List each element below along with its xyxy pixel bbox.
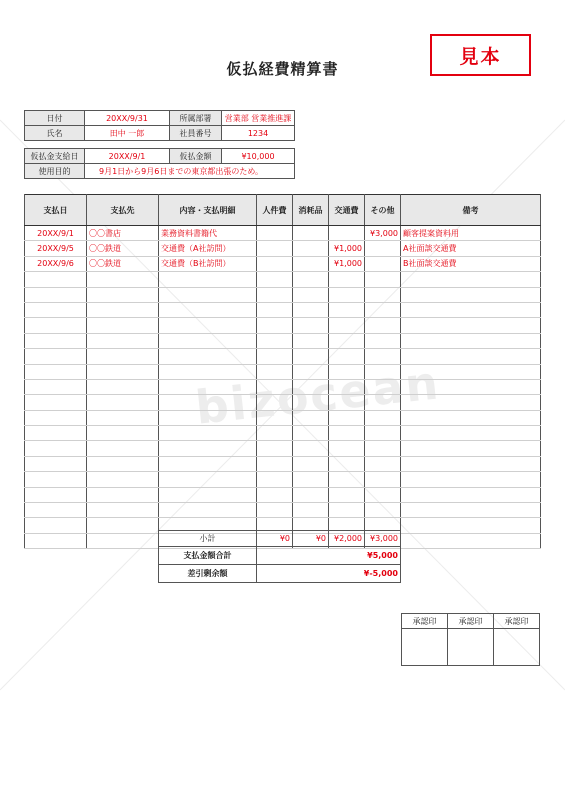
transport-cell[interactable]: [329, 333, 365, 348]
remarks-cell[interactable]: [401, 410, 541, 425]
remarks-cell[interactable]: [401, 364, 541, 379]
transport-cell[interactable]: [329, 302, 365, 317]
balance-value: ¥-5,000: [257, 564, 401, 582]
subtotal-label: 小計: [159, 531, 257, 547]
transport-cell[interactable]: [329, 364, 365, 379]
supplies-cell[interactable]: [293, 395, 329, 410]
name-label: 氏名: [25, 126, 85, 141]
supplies-cell[interactable]: [293, 379, 329, 394]
payee-cell[interactable]: [87, 441, 159, 456]
personnel-cell[interactable]: [257, 487, 293, 502]
remarks-cell[interactable]: [401, 395, 541, 410]
transport-cell[interactable]: [329, 272, 365, 287]
remarks-cell[interactable]: B社面談交通費: [401, 256, 541, 271]
remarks-cell[interactable]: [401, 333, 541, 348]
other-cell[interactable]: [365, 503, 401, 518]
remarks-cell[interactable]: [401, 318, 541, 333]
payment-date-cell[interactable]: [25, 503, 87, 518]
header-details: 内容・支払明細: [159, 195, 257, 226]
personnel-cell[interactable]: [257, 256, 293, 271]
header-other: その他: [365, 195, 401, 226]
table-row: [25, 333, 541, 348]
watermark: bizocean: [192, 355, 443, 435]
personnel-cell[interactable]: [257, 395, 293, 410]
supplies-cell[interactable]: [293, 364, 329, 379]
document-title: 仮払経費精算書: [226, 60, 339, 78]
table-row: [25, 364, 541, 379]
remarks-cell[interactable]: A社面談交通費: [401, 241, 541, 256]
table-row: [25, 426, 541, 441]
advance-amount-field[interactable]: ¥10,000: [222, 149, 295, 164]
table-row: [25, 287, 541, 302]
supplies-cell[interactable]: [293, 472, 329, 487]
advance-date-field[interactable]: 20XX/9/1: [85, 149, 170, 164]
approval-stamp-box-1[interactable]: [402, 629, 448, 666]
payment-date-cell[interactable]: [25, 379, 87, 394]
table-row: [25, 503, 541, 518]
details-cell[interactable]: [159, 503, 257, 518]
table-row: [25, 395, 541, 410]
other-cell[interactable]: [365, 410, 401, 425]
sample-stamp: 見本: [430, 34, 531, 76]
payee-cell[interactable]: [87, 410, 159, 425]
personnel-cell[interactable]: [257, 364, 293, 379]
transport-cell[interactable]: [329, 503, 365, 518]
supplies-cell[interactable]: [293, 441, 329, 456]
other-cell[interactable]: [365, 256, 401, 271]
payment-date-cell[interactable]: [25, 456, 87, 471]
department-field[interactable]: 営業部 営業推進課: [222, 111, 295, 126]
supplies-cell[interactable]: [293, 410, 329, 425]
payment-date-cell[interactable]: [25, 472, 87, 487]
payment-date-cell[interactable]: [25, 318, 87, 333]
date-label: 日付: [25, 111, 85, 126]
payee-cell[interactable]: [87, 487, 159, 502]
supplies-cell[interactable]: [293, 333, 329, 348]
transport-cell[interactable]: [329, 441, 365, 456]
personnel-cell[interactable]: [257, 379, 293, 394]
table-row: [25, 472, 541, 487]
expense-ledger-table: [24, 194, 541, 549]
other-cell[interactable]: [365, 395, 401, 410]
other-cell[interactable]: ¥3,000: [365, 226, 401, 241]
department-label: 所属部署: [170, 111, 222, 126]
approval-label-1: 承認印: [402, 614, 448, 629]
balance-label: 差引剰余額: [159, 564, 257, 582]
payment-date-cell[interactable]: [25, 410, 87, 425]
other-cell[interactable]: [365, 302, 401, 317]
personnel-cell[interactable]: [257, 318, 293, 333]
payee-cell[interactable]: [87, 379, 159, 394]
date-field[interactable]: 20XX/9/31: [85, 111, 170, 126]
table-row: [25, 272, 541, 287]
remarks-cell[interactable]: 顧客提案資料用: [401, 226, 541, 241]
table-row: [25, 379, 541, 394]
payee-cell[interactable]: [87, 503, 159, 518]
personnel-cell[interactable]: [257, 226, 293, 241]
details-cell[interactable]: [159, 364, 257, 379]
table-row: [25, 241, 541, 256]
payment-date-cell[interactable]: [25, 364, 87, 379]
payee-cell[interactable]: 〇〇鉄道: [87, 256, 159, 271]
personnel-cell[interactable]: [257, 456, 293, 471]
personnel-cell[interactable]: [257, 333, 293, 348]
payment-date-cell[interactable]: [25, 302, 87, 317]
transport-cell[interactable]: [329, 487, 365, 502]
payee-cell[interactable]: [87, 318, 159, 333]
details-cell[interactable]: [159, 272, 257, 287]
remarks-cell[interactable]: [401, 379, 541, 394]
supplies-cell[interactable]: [293, 349, 329, 364]
transport-cell[interactable]: [329, 379, 365, 394]
supplies-cell[interactable]: [293, 487, 329, 502]
remarks-cell[interactable]: [401, 518, 541, 533]
payee-cell[interactable]: [87, 456, 159, 471]
header-payee: 支払先: [87, 195, 159, 226]
payee-cell[interactable]: [87, 272, 159, 287]
subtotal-supplies: ¥0: [293, 531, 329, 547]
other-cell[interactable]: [365, 318, 401, 333]
details-cell[interactable]: 業務資料書籍代: [159, 226, 257, 241]
payment-date-cell[interactable]: [25, 349, 87, 364]
employee-number-label: 社員番号: [170, 126, 222, 141]
table-row: [25, 487, 541, 502]
payee-cell[interactable]: [87, 333, 159, 348]
details-cell[interactable]: [159, 349, 257, 364]
total-label: 支払金額合計: [159, 546, 257, 564]
subtotal-transport: ¥2,000: [329, 531, 365, 547]
payee-cell[interactable]: [87, 395, 159, 410]
payment-date-cell[interactable]: 20XX/9/6: [25, 256, 87, 271]
subtotal-other: ¥3,000: [365, 531, 401, 547]
personnel-cell[interactable]: [257, 272, 293, 287]
approval-label-3: 承認印: [494, 614, 540, 629]
payee-cell[interactable]: [87, 472, 159, 487]
personnel-cell[interactable]: [257, 472, 293, 487]
table-row: [25, 318, 541, 333]
transport-cell[interactable]: ¥1,000: [329, 256, 365, 271]
transport-cell[interactable]: [329, 395, 365, 410]
details-cell[interactable]: [159, 287, 257, 302]
other-cell[interactable]: [365, 379, 401, 394]
personnel-cell[interactable]: [257, 441, 293, 456]
table-row: [25, 302, 541, 317]
remarks-cell[interactable]: [401, 272, 541, 287]
total-value: ¥5,000: [257, 546, 401, 564]
transport-cell[interactable]: [329, 318, 365, 333]
supplies-cell[interactable]: [293, 426, 329, 441]
personnel-cell[interactable]: [257, 503, 293, 518]
approval-table: [401, 613, 540, 666]
other-cell[interactable]: [365, 287, 401, 302]
header-payment-date: 支払日: [25, 195, 87, 226]
payment-date-cell[interactable]: [25, 533, 87, 548]
other-cell[interactable]: [365, 456, 401, 471]
table-row: [25, 349, 541, 364]
payee-cell[interactable]: [87, 426, 159, 441]
supplies-cell[interactable]: [293, 256, 329, 271]
personnel-cell[interactable]: [257, 426, 293, 441]
subtotal-personnel: ¥0: [257, 531, 293, 547]
details-cell[interactable]: [159, 472, 257, 487]
transport-cell[interactable]: [329, 426, 365, 441]
advance-date-label: 仮払金支給日: [25, 149, 85, 164]
summary-table: [158, 530, 401, 583]
supplies-cell[interactable]: [293, 318, 329, 333]
other-cell[interactable]: [365, 333, 401, 348]
payment-date-cell[interactable]: [25, 333, 87, 348]
table-row: [25, 256, 541, 271]
remarks-cell[interactable]: [401, 472, 541, 487]
details-cell[interactable]: [159, 426, 257, 441]
payment-date-cell[interactable]: [25, 487, 87, 502]
approval-stamp-box-2[interactable]: [448, 629, 494, 666]
other-cell[interactable]: [365, 441, 401, 456]
payee-cell[interactable]: [87, 533, 159, 548]
header-supplies: 消耗品: [293, 195, 329, 226]
payment-date-cell[interactable]: [25, 426, 87, 441]
other-cell[interactable]: [365, 487, 401, 502]
transport-cell[interactable]: [329, 287, 365, 302]
other-cell[interactable]: [365, 364, 401, 379]
transport-cell[interactable]: ¥1,000: [329, 241, 365, 256]
personnel-cell[interactable]: [257, 287, 293, 302]
details-cell[interactable]: [159, 395, 257, 410]
other-cell[interactable]: [365, 349, 401, 364]
payment-date-cell[interactable]: [25, 272, 87, 287]
remarks-cell[interactable]: [401, 503, 541, 518]
advance-amount-label: 仮払金額: [170, 149, 222, 164]
approval-stamp-box-3[interactable]: [494, 629, 540, 666]
payee-cell[interactable]: [87, 287, 159, 302]
transport-cell[interactable]: [329, 226, 365, 241]
payee-cell[interactable]: [87, 518, 159, 533]
header-transport: 交通費: [329, 195, 365, 226]
advance-info-table: [24, 148, 295, 179]
payee-cell[interactable]: [87, 302, 159, 317]
other-cell[interactable]: [365, 241, 401, 256]
payment-date-cell[interactable]: [25, 287, 87, 302]
payee-cell[interactable]: [87, 349, 159, 364]
supplies-cell[interactable]: [293, 226, 329, 241]
payment-date-cell[interactable]: [25, 395, 87, 410]
payee-cell[interactable]: [87, 364, 159, 379]
payee-cell[interactable]: 〇〇鉄道: [87, 241, 159, 256]
employee-number-field[interactable]: 1234: [222, 126, 295, 141]
payment-date-cell[interactable]: 20XX/9/1: [25, 226, 87, 241]
details-cell[interactable]: [159, 441, 257, 456]
details-cell[interactable]: [159, 318, 257, 333]
transport-cell[interactable]: [329, 472, 365, 487]
remarks-cell[interactable]: [401, 456, 541, 471]
payment-date-cell[interactable]: [25, 441, 87, 456]
approval-label-2: 承認印: [448, 614, 494, 629]
personnel-cell[interactable]: [257, 349, 293, 364]
employee-info-table: [24, 110, 295, 141]
payment-date-cell[interactable]: 20XX/9/5: [25, 241, 87, 256]
remarks-cell[interactable]: [401, 441, 541, 456]
remarks-cell[interactable]: [401, 487, 541, 502]
header-remarks: 備考: [401, 195, 541, 226]
transport-cell[interactable]: [329, 456, 365, 471]
personnel-cell[interactable]: [257, 410, 293, 425]
remarks-cell[interactable]: [401, 426, 541, 441]
supplies-cell[interactable]: [293, 503, 329, 518]
table-row: [25, 441, 541, 456]
header-personnel: 人件費: [257, 195, 293, 226]
purpose-field[interactable]: 9月1日から9月6日までの東京都出張のため。: [85, 164, 295, 179]
details-cell[interactable]: [159, 410, 257, 425]
remarks-cell[interactable]: [401, 533, 541, 548]
details-cell[interactable]: [159, 333, 257, 348]
supplies-cell[interactable]: [293, 272, 329, 287]
table-row: [25, 410, 541, 425]
details-cell[interactable]: [159, 456, 257, 471]
remarks-cell[interactable]: [401, 349, 541, 364]
remarks-cell[interactable]: [401, 302, 541, 317]
supplies-cell[interactable]: [293, 456, 329, 471]
details-cell[interactable]: [159, 302, 257, 317]
personnel-cell[interactable]: [257, 241, 293, 256]
supplies-cell[interactable]: [293, 287, 329, 302]
details-cell[interactable]: 交通費（A社訪問）: [159, 241, 257, 256]
payment-date-cell[interactable]: [25, 518, 87, 533]
name-field[interactable]: 田中 一郎: [85, 126, 170, 141]
details-cell[interactable]: [159, 379, 257, 394]
remarks-cell[interactable]: [401, 287, 541, 302]
table-row: [25, 456, 541, 471]
supplies-cell[interactable]: [293, 302, 329, 317]
details-cell[interactable]: [159, 487, 257, 502]
personnel-cell[interactable]: [257, 302, 293, 317]
other-cell[interactable]: [365, 272, 401, 287]
purpose-label: 使用目的: [25, 164, 85, 179]
payee-cell[interactable]: 〇〇書店: [87, 226, 159, 241]
other-cell[interactable]: [365, 426, 401, 441]
other-cell[interactable]: [365, 472, 401, 487]
transport-cell[interactable]: [329, 410, 365, 425]
details-cell[interactable]: 交通費（B社訪問）: [159, 256, 257, 271]
table-row: [25, 226, 541, 241]
supplies-cell[interactable]: [293, 241, 329, 256]
transport-cell[interactable]: [329, 349, 365, 364]
